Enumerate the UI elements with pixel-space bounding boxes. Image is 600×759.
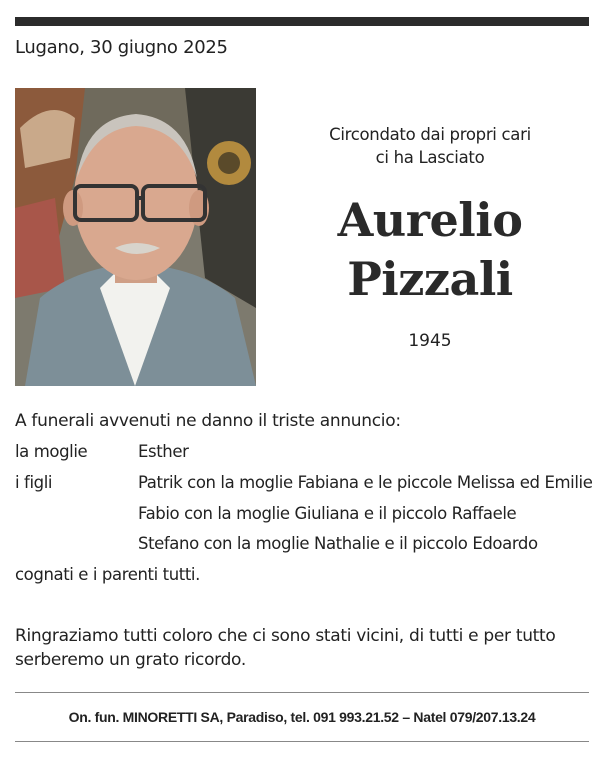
announcement: A funerali avvenuti ne danno il triste annuncio: bbox=[15, 411, 401, 431]
mourner-value: Stefano con la moglie Nathalie e il piccolo Edoardo bbox=[138, 534, 538, 553]
bottom-rule-lower bbox=[15, 741, 589, 742]
mourner-value: Fabio con la moglie Giuliana e il piccolo Raffaele bbox=[138, 504, 517, 523]
bottom-rule bbox=[15, 692, 589, 693]
intro-line-1: Circondato dai propri cari bbox=[329, 125, 531, 144]
mourner-value: Patrik con la moglie Fabiana e le piccole Melissa ed Emilie bbox=[138, 473, 593, 492]
relatives-line: cognati e i parenti tutti. bbox=[15, 565, 200, 584]
closing-text: Ringraziamo tutti coloro che ci sono stati vicini, di tutti e per tutto serberemo un grato ricordo. bbox=[15, 626, 556, 670]
intro-line-2: ci ha Lasciato bbox=[375, 148, 485, 167]
deceased-first-name: Aurelio bbox=[337, 193, 523, 247]
top-rule bbox=[15, 17, 589, 26]
deceased-last-name: Pizzali bbox=[347, 252, 513, 306]
intro-text bbox=[300, 123, 560, 169]
mourner-label: la moglie bbox=[15, 442, 88, 461]
portrait-photo bbox=[15, 88, 256, 386]
place-date: Lugano, 30 giugno 2025 bbox=[15, 37, 228, 58]
birth-year: 1945 bbox=[408, 331, 452, 351]
mourner-value: Esther bbox=[138, 442, 189, 461]
mourner-label: i figli bbox=[15, 473, 53, 492]
funeral-home-info: On. fun. MINORETTI SA, Paradiso, tel. 091 993.21.52 – Natel 079/207.13.24 bbox=[68, 709, 536, 725]
